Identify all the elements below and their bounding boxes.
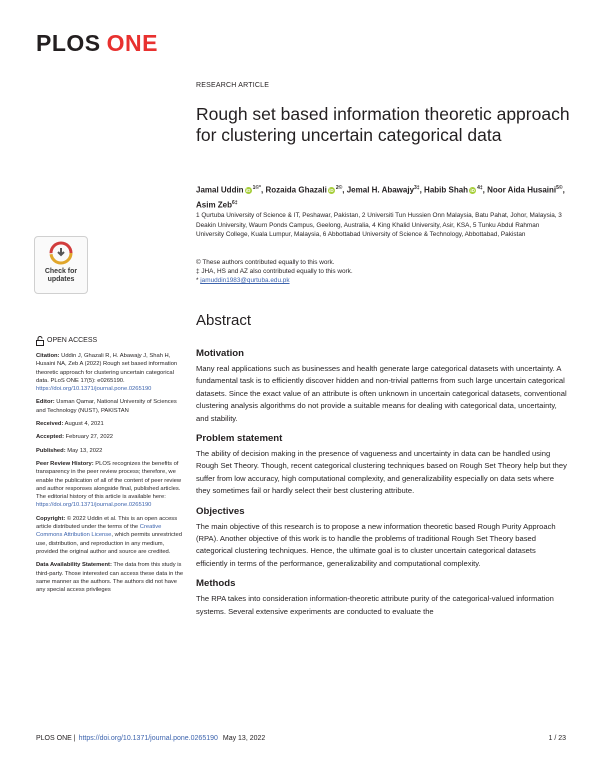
footer-journal: PLOS ONE |: [36, 735, 76, 742]
author-separator: ,: [419, 185, 425, 195]
author-name: Asim Zeb: [196, 200, 233, 210]
corresponding-email-link[interactable]: jamuddin1983@qurtuba.edu.pk: [200, 277, 290, 285]
author-affiliation-mark: 4‡: [477, 185, 483, 191]
affiliations: 1 Qurtuba University of Science & IT, Peshawar, Pakistan, 2 Universiti Tun Hussien Onn Malaysia, Batu Pahat, Johor, Malaysia, 3 Deakin University, Waurn Ponds Campus, Geelong, Australia, 4 King Khalid University, Asir, KSA, 5 Tunku Abdul Rahman University College, Kuala Lumpur, Malaysia, 6 Abbottabad University of Science & Technology, Abbottabad, Pakistan: [196, 212, 562, 239]
author-name: Noor Aida Husaini: [487, 185, 557, 195]
peer-review-link[interactable]: https://doi.org/10.1371/journal.pone.0265190: [36, 502, 152, 509]
check-updates-label: Check for updates: [44, 268, 78, 283]
corresponding-author: * jamuddin1983@qurtuba.edu.pk: [196, 277, 290, 285]
data-availability: Data Availability Statement: The data from this study is third-party. Those interested can access these data in the same manner as the authors. The authors did not have any special access privileges: [36, 562, 184, 594]
editor: Editor: Usman Qamar, National University of Sciences and Technology (NUST), PAKISTAN: [36, 399, 177, 414]
author-separator: ,: [342, 185, 347, 195]
orcid-icon[interactable]: iD: [470, 188, 475, 194]
page-footer: [36, 735, 566, 742]
author-affiliation-mark: 5©: [556, 185, 563, 191]
section-text-problem: The ability of decision making in the presence of vagueness and uncertainty in data can be handled using Rough Set Theory. Though, recent categorical clustering techniques based on Rough Set Theory help but they suffer from low accuracy, high computational complexity, and generalizability especially on data sets where they sometimes fail or hardly select their best clustering attribute.: [196, 449, 567, 496]
author-separator: ,: [562, 185, 565, 195]
author-name: Jemal H. Abawajy: [346, 185, 415, 195]
author-name: Habib Shah: [424, 185, 469, 195]
author-affiliation-mark: 2©: [335, 185, 343, 191]
abstract-heading: Abstract: [196, 312, 252, 329]
author-separator: ,: [482, 185, 488, 195]
section-heading-problem: Problem statement: [196, 433, 283, 445]
author-notes: [196, 258, 566, 286]
copyright: Copyright: © 2022 Uddin et al. This is an open access article distributed under the terms of the Creative Commons Attribution License, which permits unrestricted use, distribution, and reproduction in any medium, provided the original author and source are credited.: [36, 515, 182, 555]
check-for-updates-badge[interactable]: [34, 236, 88, 294]
article-type: RESEARCH ARTICLE: [196, 82, 270, 89]
author-affiliation-mark: 1©*: [252, 185, 261, 191]
citation-doi-link[interactable]: https://doi.org/10.1371/journal.pone.0265190: [36, 386, 152, 393]
open-access-label: OPEN ACCESS: [36, 336, 186, 346]
orcid-icon[interactable]: iD: [245, 188, 251, 194]
article-title: Rough set based information theoretic approach for clustering uncertain categorical data: [196, 104, 570, 145]
author-name: Jamal Uddin: [196, 185, 244, 195]
section-text-objectives: The main objective of this research is to propose a new information theoretic based Rough Purity Approach (RPA). Another objective of this work is to handle the problems of traditional Rough Set Theory based categorical clustering techniques. Hence, the ultimate goal is to cluster uncertain categorical datasets efficiently in terms of the performance, generalizability and computational complexity.: [196, 521, 556, 568]
equal-contribution-note: © These authors contributed equally to this work.: [196, 259, 335, 266]
section-text-motivation: Many real applications such as businesses and health generate large categorical datasets with uncertainty. A fundamental task is to efficiently discover hidden and non-trivial patterns from such large uncertain categorical datasets. Since the exact value of an attribute is often unknown in uncertain categorical datasets, conventional clustering analysis algorithms do not provide a suitable means for dealing with categorical data, uncertainty, and stability.: [196, 364, 567, 423]
author-affiliation-mark: 3‡: [414, 185, 420, 191]
section-heading-objectives: Objectives: [196, 505, 245, 517]
author-name: Rozaida Ghazali: [265, 185, 327, 195]
section-heading-motivation: Motivation: [196, 348, 244, 359]
author-affiliation-mark: 6‡: [232, 199, 238, 206]
footer-date: May 13, 2022: [222, 735, 266, 742]
page-number: 1 / 23: [548, 735, 566, 742]
orcid-icon[interactable]: iD: [329, 188, 334, 194]
open-lock-icon: [36, 336, 44, 346]
received-date: Received: August 4, 2021: [36, 421, 104, 428]
peer-review-history: Peer Review History: PLOS recognizes the benefits of transparency in the peer review process; therefore, we enable the publication of all of the content of peer review and author responses alongside final, published articles. The editorial history of this article is available here: https://doi.org/10.1371/journal.pone.0265190: [36, 460, 182, 509]
also-contributed-note: ‡ JHA, HS and AZ also contributed equally to this work.: [196, 268, 353, 276]
citation: Citation: Uddin J, Ghazali R, H. Abawajy J, Shah H, Husaini NA, Zeb A (2022) Rough set based information theoretic approach for clustering uncertain categorical data. PLoS ONE 17(5): e0265190. https://doi.org/10.1371/journal.pone.0265190: [36, 353, 178, 393]
author-list: [196, 182, 566, 211]
check-updates-icon: [49, 241, 73, 265]
article-info-sidebar: [36, 336, 186, 599]
accepted-date: Accepted: February 27, 2022: [36, 434, 114, 441]
abstract-body: [196, 348, 568, 626]
section-text-methods: The RPA takes into consideration information-theoretic attribute purity of the categorical-valued information systems. Several extensive experiments are conducted to evaluate the: [196, 594, 554, 616]
cc-license-link[interactable]: Creative Commons Attribution License: [36, 524, 162, 539]
published-date: Published: May 13, 2022: [36, 447, 103, 454]
author-separator: ,: [261, 185, 266, 195]
journal-logo: PLOS ONE: [36, 30, 158, 56]
section-heading-methods: Methods: [196, 578, 236, 590]
footer-doi-link[interactable]: https://doi.org/10.1371/journal.pone.0265190: [78, 735, 218, 742]
